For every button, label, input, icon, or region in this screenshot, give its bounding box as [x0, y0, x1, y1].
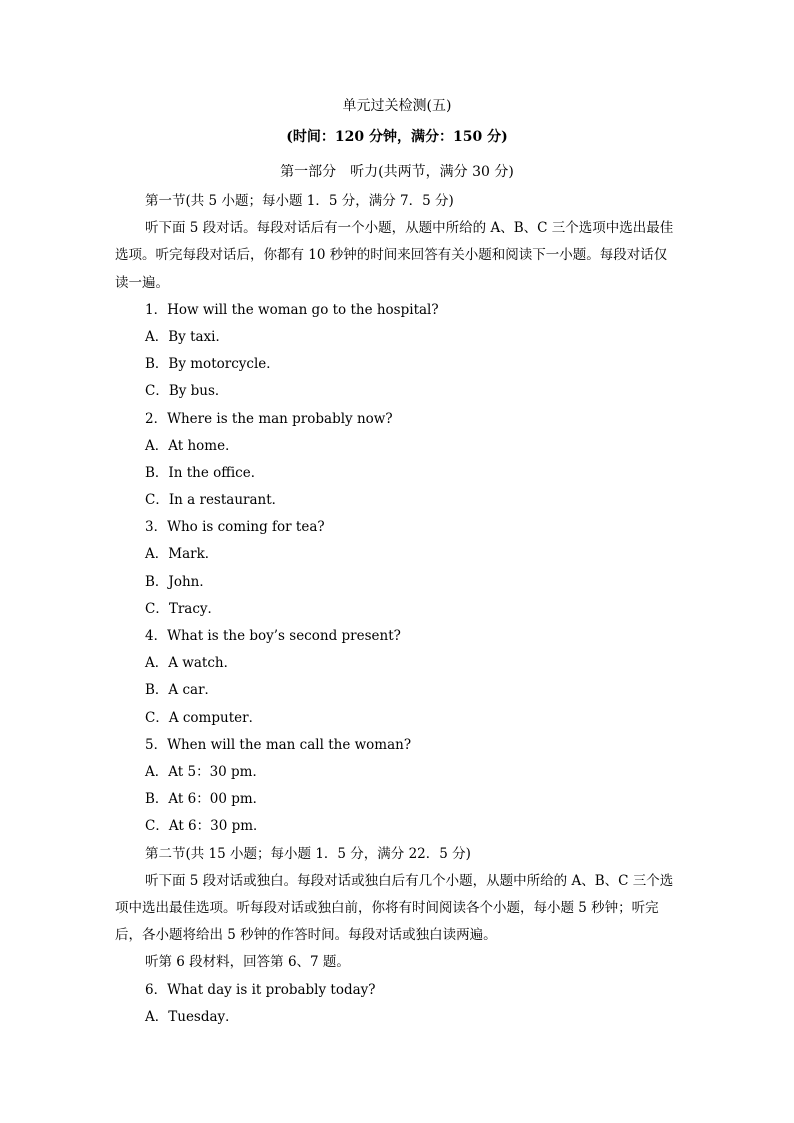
question-3: [145, 514, 680, 623]
option-a: A．Tuesday．: [145, 1008, 239, 1025]
question-stem: 1．How will the woman go to the hospital?: [145, 301, 439, 318]
option-a: A．At home．: [145, 437, 239, 454]
option-b: B．At 6：00 pm．: [145, 791, 267, 808]
option-a: A．A watch．: [145, 655, 238, 672]
question-stem: 6．What day is it probably today?: [145, 981, 376, 998]
question-stem: 2．Where is the man probably now?: [145, 410, 393, 427]
option-c: C．In a restaurant．: [145, 492, 286, 509]
question-6: [145, 977, 680, 1031]
option-a: A．Mark．: [145, 546, 219, 563]
question-5: [145, 732, 680, 841]
question-2: [145, 406, 680, 515]
question-1: [145, 297, 680, 406]
option-c: C．At 6：30 pm．: [145, 818, 267, 835]
document-title: 单元过关检测(五): [342, 98, 452, 114]
section-two-instructions: 听下面 5 段对话或独白。每段对话或独白后有几个小题，从题中所给的 A、B、C 三个选项中选出最佳选项。听每段对话或独白前，你将有时间阅读各个小题，每小题 5 秒钟；听完后，各小题将给出 5 秒钟的作答时间。每段对话或独白读两遍。: [115, 872, 674, 944]
document-body: [115, 188, 680, 1031]
question-stem: 5．When will the man call the woman?: [145, 736, 412, 753]
option-b: B．A car．: [145, 682, 219, 699]
option-b: B．By motorcycle．: [145, 356, 280, 373]
question-stem: 4．What is the boy’s second present?: [145, 628, 401, 645]
section-one-heading: 第一节(共 5 小题；每小题 1．5 分，满分 7．5 分): [145, 193, 454, 209]
option-b: B．John．: [145, 573, 213, 590]
question-stem: 3．Who is coming for tea?: [145, 519, 325, 536]
option-c: C．A computer．: [145, 709, 263, 726]
document-subtitle: (时间：120 分钟，满分：150 分): [286, 129, 508, 145]
option-c: C．By bus．: [145, 383, 229, 400]
part-one-heading: 第一部分 听力(共两节，满分 30 分): [280, 164, 514, 180]
material-note: 听第 6 段材料，回答第 6、7 题。: [145, 954, 350, 971]
section-two-heading: 第二节(共 15 小题；每小题 1．5 分，满分 22．5 分): [145, 845, 471, 862]
option-b: B．In the office．: [145, 464, 265, 481]
option-c: C．Tracy．: [145, 600, 222, 617]
question-4: [145, 623, 680, 732]
option-a: A．At 5：30 pm．: [145, 763, 266, 780]
section-one-instructions: 听下面 5 段对话。每段对话后有一个小题，从题中所给的 A、B、C 三个选项中选出最佳选项。听完每段对话后，你都有 10 秒钟的时间来回答有关小题和阅读下一小题。每段对话仅读一遍。: [115, 220, 674, 291]
option-a: A．By taxi．: [145, 328, 229, 345]
